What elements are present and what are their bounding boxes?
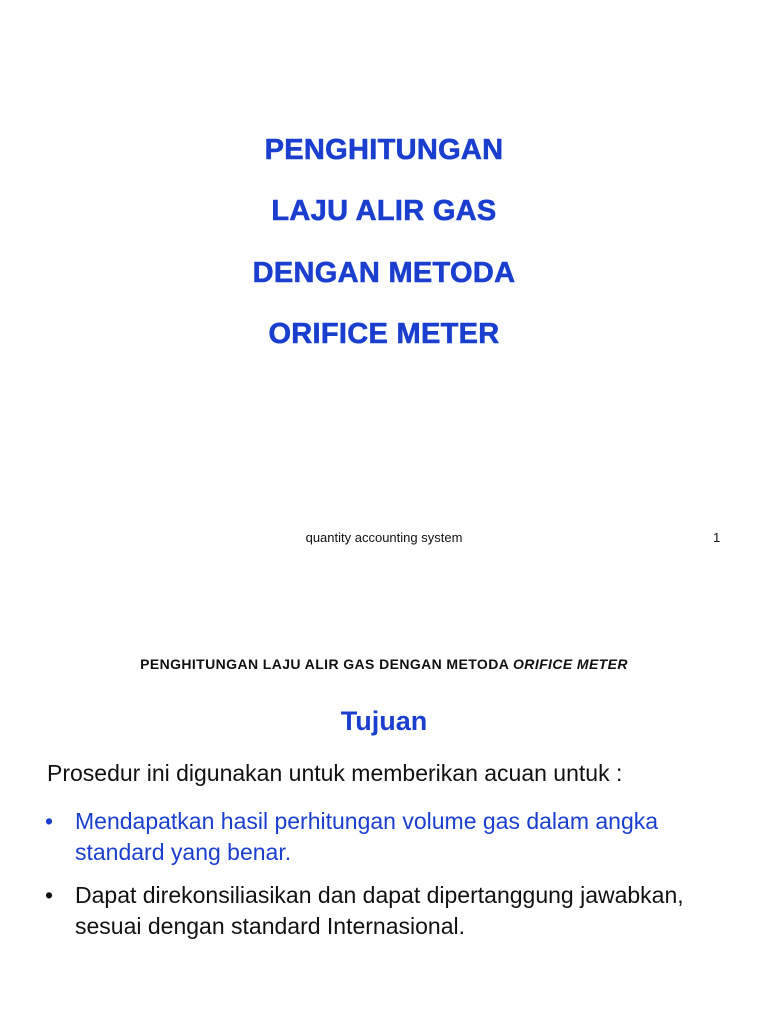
title-line-2: LAJU ALIR GAS: [271, 195, 497, 227]
page-number: 1: [713, 530, 721, 545]
bullet-text: Mendapatkan hasil perhitungan volume gas dalam angka standard yang benar.: [75, 808, 659, 865]
slide-header-italic: ORIFICE METER: [513, 656, 628, 672]
intro-text: Prosedur ini digunakan untuk memberikan acuan untuk :: [47, 760, 623, 786]
bullet-item: [45, 880, 735, 942]
bullet-text: Dapat direkonsiliasikan dan dapat dipertanggung jawabkan, sesuai dengan standard Internasional.: [75, 882, 684, 939]
title-line-1: PENGHITUNGAN: [264, 134, 504, 166]
title-line-3: DENGAN METODA: [252, 257, 516, 289]
section-heading: Tujuan: [340, 706, 428, 736]
bullet-marker: •: [45, 808, 54, 834]
slide-footer: quantity accounting system: [305, 530, 463, 545]
bullet-item: [45, 806, 735, 868]
content-slide: [0, 594, 768, 1024]
slide-header-text: PENGHITUNGAN LAJU ALIR GAS DENGAN METODA: [140, 656, 509, 672]
title-line-4: ORIFICE METER: [268, 318, 500, 350]
slide-header: [0, 656, 768, 672]
bullet-marker: •: [45, 882, 54, 908]
